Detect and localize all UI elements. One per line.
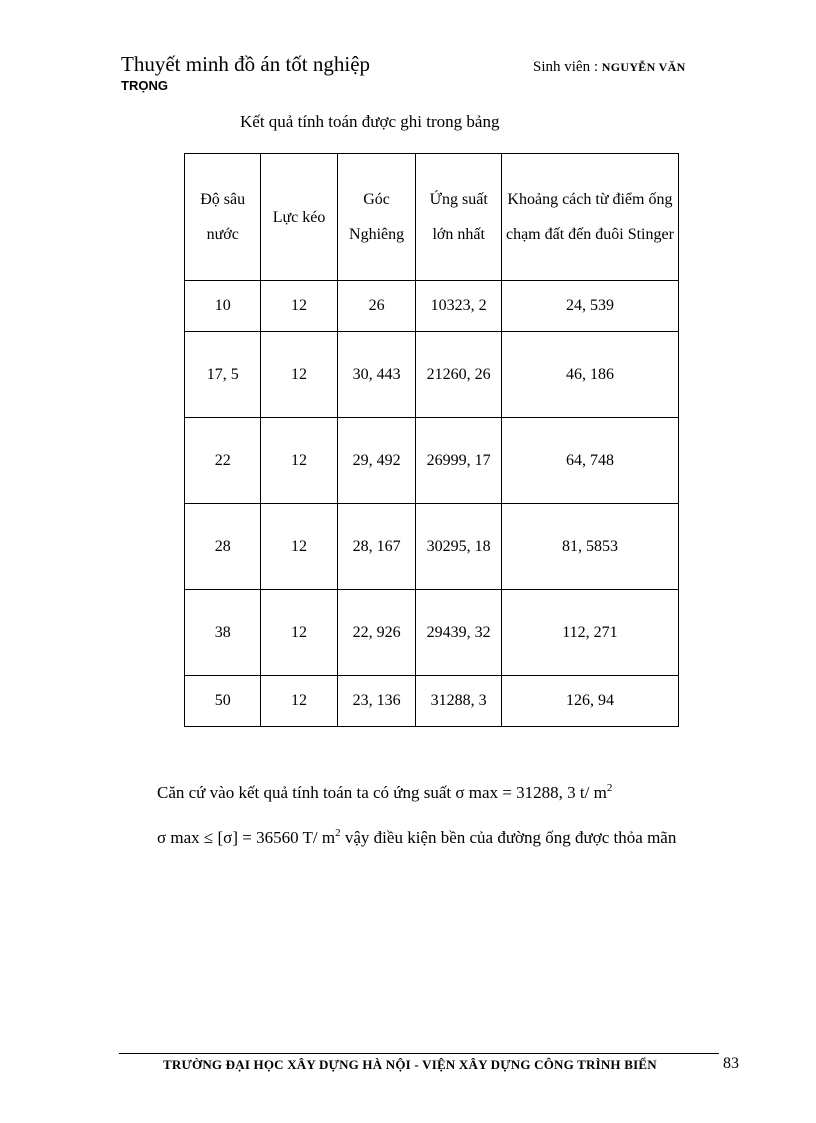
table-row [185,504,679,590]
student-label: Sinh viên : [533,59,599,75]
cell-distance: 46, 186 [501,332,678,418]
table-row [185,590,679,676]
student-name: NGUYỄN VĂN [601,60,686,74]
cell-distance: 64, 748 [501,418,678,504]
student-info [533,59,686,76]
table-caption: Kết quả tính toán được ghi trong bảng [240,112,500,131]
superscript: 2 [606,782,613,794]
header-depth: Độ sâu nước [185,154,261,281]
cell-angle: 30, 443 [337,332,416,418]
cell-max-stress: 31288, 3 [416,676,501,727]
cell-tension: 12 [261,332,337,418]
cell-tension: 12 [261,676,337,727]
table-row [185,332,679,418]
table-header-row [185,154,679,281]
cell-depth: 10 [185,281,261,332]
cell-angle: 22, 926 [337,590,416,676]
cell-distance: 81, 5853 [501,504,678,590]
cell-depth: 50 [185,676,261,727]
cell-tension: 12 [261,590,337,676]
conclusion-condition [157,828,676,848]
footer-institution: TRƯỜNG ĐẠI HỌC XÂY DỰNG HÀ NỘI - VIỆN XÂY DỰNG CÔNG TRÌNH BIỂN [163,1057,657,1072]
table-row [185,676,679,727]
cell-depth: 17, 5 [185,332,261,418]
header-distance: Khoảng cách từ điểm ống chạm đất đến đuôi Stinger [501,154,678,281]
condition-text-before: σ max ≤ [σ] = 36560 T/ m [157,828,336,847]
cell-distance: 112, 271 [501,590,678,676]
cell-tension: 12 [261,281,337,332]
results-table [184,153,679,727]
cell-distance: 24, 539 [501,281,678,332]
cell-max-stress: 26999, 17 [416,418,501,504]
cell-angle: 28, 167 [337,504,416,590]
cell-max-stress: 10323, 2 [416,281,501,332]
cell-max-stress: 21260, 26 [416,332,501,418]
cell-depth: 28 [185,504,261,590]
cell-angle: 26 [337,281,416,332]
footer-divider [119,1053,719,1054]
page-number: 83 [723,1055,739,1072]
cell-depth: 38 [185,590,261,676]
cell-angle: 29, 492 [337,418,416,504]
header-tension: Lực kéo [261,154,337,281]
cell-tension: 12 [261,504,337,590]
conclusion-stress [157,783,612,803]
cell-distance: 126, 94 [501,676,678,727]
table-row [185,418,679,504]
document-title: Thuyết minh đồ án tốt nghiệp [121,52,371,76]
cell-max-stress: 30295, 18 [416,504,501,590]
cell-tension: 12 [261,418,337,504]
cell-max-stress: 29439, 32 [416,590,501,676]
header-angle: Góc Nghiêng [337,154,416,281]
conclusion-stress-text: Căn cứ vào kết quả tính toán ta có ứng suất σ max = 31288, 3 t/ m [157,783,607,802]
header-max-stress: Ứng suất lớn nhất [416,154,501,281]
table-row [185,281,679,332]
superscript: 2 [335,827,341,839]
cell-angle: 23, 136 [337,676,416,727]
condition-text-after: vậy điều kiện bền của đường ống được thỏa mãn [340,828,677,847]
document-title-continued: TRỌNG [121,78,168,93]
cell-depth: 22 [185,418,261,504]
